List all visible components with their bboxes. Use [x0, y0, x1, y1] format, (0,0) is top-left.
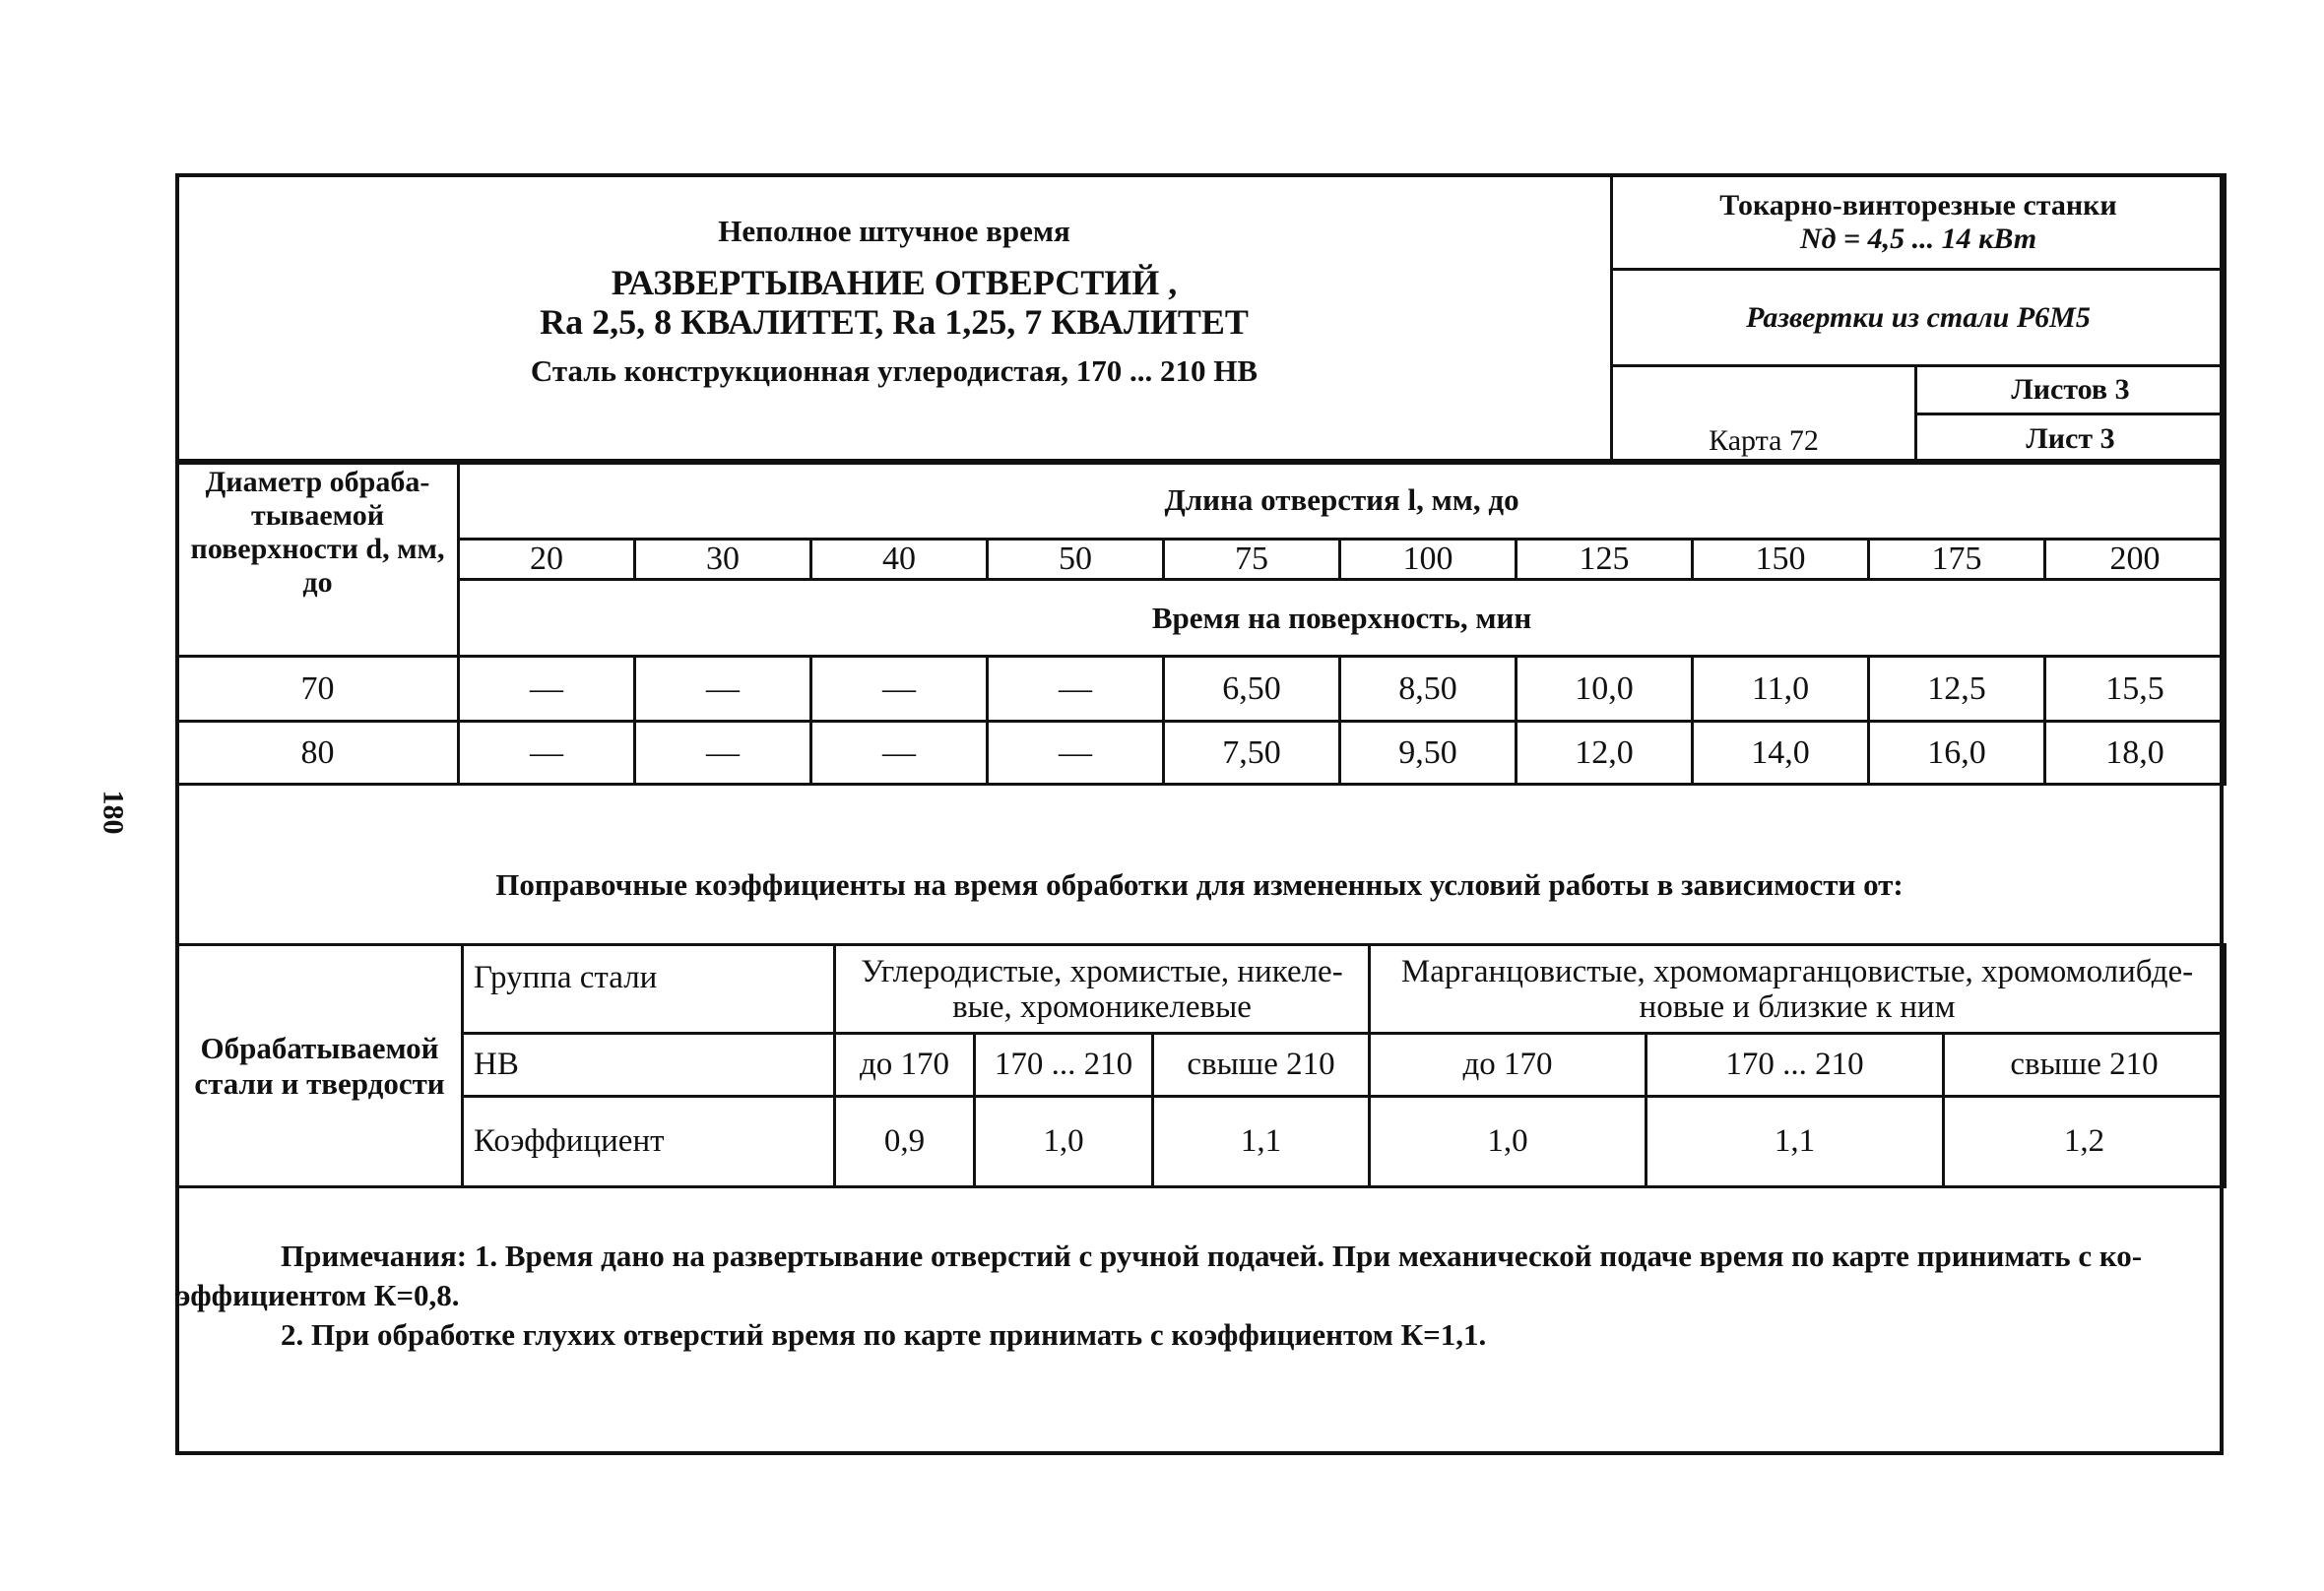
- sheets-total: Листов 3: [1917, 367, 2224, 415]
- coef-cell: 1,1: [1646, 1097, 1944, 1187]
- value-cell: 11,0: [1693, 657, 1869, 722]
- value-cell: 7,50: [1164, 722, 1340, 785]
- header-table: [175, 173, 2227, 465]
- corrections-row-label: Обрабатываемой стали и твердости: [177, 945, 463, 1187]
- value-cell: 10,0: [1517, 657, 1693, 722]
- machine-type: Токарно-винторезные станки: [1719, 188, 2117, 222]
- corrections-table: [175, 943, 2227, 1188]
- coef-row: [177, 1097, 2226, 1187]
- value-cell: —: [635, 722, 811, 785]
- hb-cell: свыше 210: [1944, 1034, 2226, 1097]
- length-row: [177, 540, 2226, 580]
- hb-cell: до 170: [1370, 1034, 1646, 1097]
- title-line-2: РАЗВЕРТЫВАНИЕ ОТВЕРСТИЙ ,: [611, 263, 1178, 302]
- title-line-4: Сталь конструкционная углеродистая, 170 ... 210 НВ: [530, 353, 1259, 388]
- coef-cell: 1,0: [1370, 1097, 1646, 1187]
- length-cell: 100: [1340, 540, 1517, 580]
- length-cell: 150: [1693, 540, 1869, 580]
- value-cell: 18,0: [2045, 722, 2226, 785]
- length-cell: 175: [1869, 540, 2045, 580]
- value-cell: 9,50: [1340, 722, 1517, 785]
- value-cell: 14,0: [1693, 722, 1869, 785]
- notes: [177, 1237, 2208, 1355]
- length-cell: 30: [635, 540, 811, 580]
- value-cell: —: [811, 722, 988, 785]
- coef-cell: 0,9: [835, 1097, 975, 1187]
- machine-power: Nд = 4,5 ... 14 кВт: [1799, 222, 2037, 255]
- sheet-current: Лист 3: [2026, 422, 2115, 455]
- length-cell: 125: [1517, 540, 1693, 580]
- title-line-3: Ra 2,5, 8 КВАЛИТЕТ, Ra 1,25, 7 КВАЛИТЕТ: [540, 302, 1249, 342]
- hb-label: НВ: [463, 1034, 835, 1097]
- time-header: Время на поверхность, мин: [459, 580, 2226, 657]
- title-line-1: Неполное штучное время: [718, 214, 1070, 248]
- value-cell: 15,5: [2045, 657, 2226, 722]
- value-cell: —: [459, 722, 635, 785]
- page-number: 180: [97, 790, 130, 835]
- machine-cell: [1612, 175, 2226, 270]
- value-cell: 16,0: [1869, 722, 2045, 785]
- value-cell: —: [988, 657, 1164, 722]
- value-cell: —: [459, 657, 635, 722]
- sheets-cell: [1916, 366, 2226, 464]
- length-cell: 20: [459, 540, 635, 580]
- coef-label: Коэффициент: [463, 1097, 835, 1187]
- length-cell: 50: [988, 540, 1164, 580]
- table-row: [177, 722, 2226, 785]
- length-cell: 40: [811, 540, 988, 580]
- hb-cell: 170 ... 210: [975, 1034, 1153, 1097]
- hb-row: [177, 1034, 2226, 1097]
- hb-cell: свыше 210: [1153, 1034, 1370, 1097]
- value-cell: 12,0: [1517, 722, 1693, 785]
- steel-group-2: Марганцовистые, хромомарганцовистые, хромомолибде-новые и близкие к ним: [1370, 945, 2226, 1034]
- coef-cell: 1,2: [1944, 1097, 2226, 1187]
- time-table: [175, 459, 2227, 786]
- diameter-cell: 70: [177, 657, 459, 722]
- coef-cell: 1,0: [975, 1097, 1153, 1187]
- group-label: Группа стали: [463, 945, 835, 1034]
- note-2: 2. При обработке глухих отверстий время по карте принимать с коэффициентом К=1,1.: [281, 1317, 1487, 1352]
- hb-cell: 170 ... 210: [1646, 1034, 1944, 1097]
- value-cell: —: [635, 657, 811, 722]
- value-cell: —: [811, 657, 988, 722]
- length-cell: 75: [1164, 540, 1340, 580]
- value-cell: 8,50: [1340, 657, 1517, 722]
- coef-cell: 1,1: [1153, 1097, 1370, 1187]
- corrections-title: Поправочные коэффициенты на время обработки для измененных условий работы в зависимости от:: [175, 788, 2224, 943]
- value-cell: —: [988, 722, 1164, 785]
- length-header: Длина отверстия l, мм, до: [459, 461, 2226, 540]
- diameter-header: Диаметр обраба-тываемой поверхности d, мм, до: [177, 461, 459, 657]
- table-row: [177, 657, 2226, 722]
- title-block: [177, 175, 1612, 464]
- value-cell: 6,50: [1164, 657, 1340, 722]
- note-1: Примечания: 1. Время дано на развертывание отверстий с ручной подачей. При механической подаче время по карте принимать с ко-эффициентом К=0,8.: [177, 1239, 2143, 1312]
- tool-cell: Развертки из стали Р6М5: [1612, 270, 2226, 366]
- hb-cell: до 170: [835, 1034, 975, 1097]
- card-number: Карта 72: [1612, 366, 1916, 464]
- value-cell: 12,5: [1869, 657, 2045, 722]
- diameter-cell: 80: [177, 722, 459, 785]
- steel-group-1: Углеродистые, хромистые, никеле-вые, хромоникелевые: [835, 945, 1370, 1034]
- length-cell: 200: [2045, 540, 2226, 580]
